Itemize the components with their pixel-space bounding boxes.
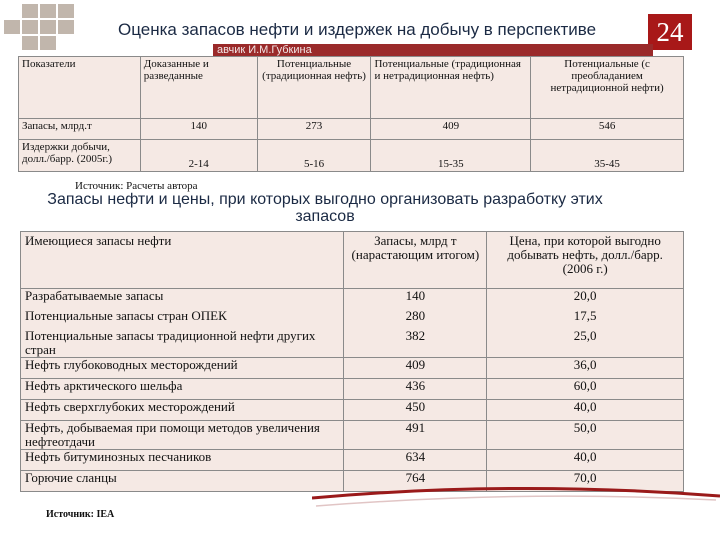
reserve-name: Нефть битуминозных песчаников xyxy=(21,450,344,471)
row-label: Запасы, млрд.т xyxy=(19,119,141,140)
reserve-name: Нефть сверхглубоких месторождений xyxy=(21,400,344,421)
table1-source: Источник: Расчеты автора xyxy=(75,180,198,192)
section-subtitle: Запасы нефти и цены, при которых выгодно организовать разработку этих запасов xyxy=(47,191,603,225)
reserve-amount: 382 xyxy=(344,329,487,358)
reserve-price: 60,0 xyxy=(487,379,684,400)
table-row xyxy=(21,309,684,329)
slide-title: Оценка запасов нефти и издержек на добычу в перспективе xyxy=(118,20,597,39)
reserve-name: Нефть, добываемая при помощи методов увеличения нефтеотдачи xyxy=(21,421,344,450)
reserve-name: Горючие сланцы xyxy=(21,471,344,492)
author-strip-text: авчик И.М.Губкина xyxy=(217,44,312,56)
column-header: Потенциальные (с преобладанием нетрадиционной нефти) xyxy=(531,57,684,119)
column-header: Потенциальные (традиционная и нетрадиционная нефть) xyxy=(371,57,531,119)
column-header: Потенциальные (традиционная нефть) xyxy=(257,57,371,119)
reserve-name: Разрабатываемые запасы xyxy=(21,289,344,310)
reserve-price: 40,0 xyxy=(487,400,684,421)
reserve-name: Нефть арктического шельфа xyxy=(21,379,344,400)
reserve-amount: 491 xyxy=(344,421,487,450)
reserve-name: Нефть глубоководных месторождений xyxy=(21,358,344,379)
table-header-row xyxy=(19,57,684,119)
table-cell: 546 xyxy=(531,119,684,140)
column-header: Имеющиеся запасы нефти xyxy=(21,232,344,289)
reserve-price: 20,0 xyxy=(487,289,684,310)
reserve-price: 40,0 xyxy=(487,450,684,471)
reserve-price: 17,5 xyxy=(487,309,684,329)
reserve-amount: 634 xyxy=(344,450,487,471)
table-header-row xyxy=(21,232,684,289)
table-row xyxy=(19,119,684,140)
table-row xyxy=(19,140,684,172)
table-cell: 409 xyxy=(371,119,531,140)
table2-source: Источник: IEA xyxy=(46,509,115,520)
table-cell: 35-45 xyxy=(531,140,684,172)
reserves-costs-table xyxy=(18,56,684,172)
reserve-amount: 450 xyxy=(344,400,487,421)
table-row xyxy=(21,358,684,379)
decorative-swoosh xyxy=(312,476,720,516)
row-label: Издержки добычи, долл./барр. (2005г.) xyxy=(19,140,141,172)
table-row xyxy=(21,421,684,450)
column-header: Доказанные и разведанные xyxy=(140,57,257,119)
reserve-price: 25,0 xyxy=(487,329,684,358)
author-strip xyxy=(213,44,653,56)
table-cell: 140 xyxy=(140,119,257,140)
table-cell: 2-14 xyxy=(140,140,257,172)
table-row xyxy=(21,400,684,421)
column-header: Цена, при которой выгодно добывать нефть, долл./барр. (2006 г.) xyxy=(487,232,684,289)
page-number-badge: 24 xyxy=(648,14,692,50)
reserve-price: 70,0 xyxy=(487,471,684,492)
column-header: Показатели xyxy=(19,57,141,119)
table-row xyxy=(21,379,684,400)
reserve-amount: 140 xyxy=(344,289,487,310)
column-header: Запасы, млрд т (нарастающим итогом) xyxy=(344,232,487,289)
table-row xyxy=(21,289,684,310)
reserve-price: 50,0 xyxy=(487,421,684,450)
reserve-amount: 280 xyxy=(344,309,487,329)
reserve-amount: 436 xyxy=(344,379,487,400)
decorative-squares xyxy=(0,0,84,54)
table-cell: 273 xyxy=(257,119,371,140)
reserve-amount: 764 xyxy=(344,471,487,492)
table-row xyxy=(21,329,684,358)
reserves-prices-table xyxy=(20,231,684,492)
reserve-name: Потенциальные запасы стран ОПЕК xyxy=(21,309,344,329)
reserve-price: 36,0 xyxy=(487,358,684,379)
table-row xyxy=(21,450,684,471)
table-cell: 15-35 xyxy=(371,140,531,172)
reserve-name: Потенциальные запасы традиционной нефти других стран xyxy=(21,329,344,358)
table-cell: 5-16 xyxy=(257,140,371,172)
reserve-amount: 409 xyxy=(344,358,487,379)
